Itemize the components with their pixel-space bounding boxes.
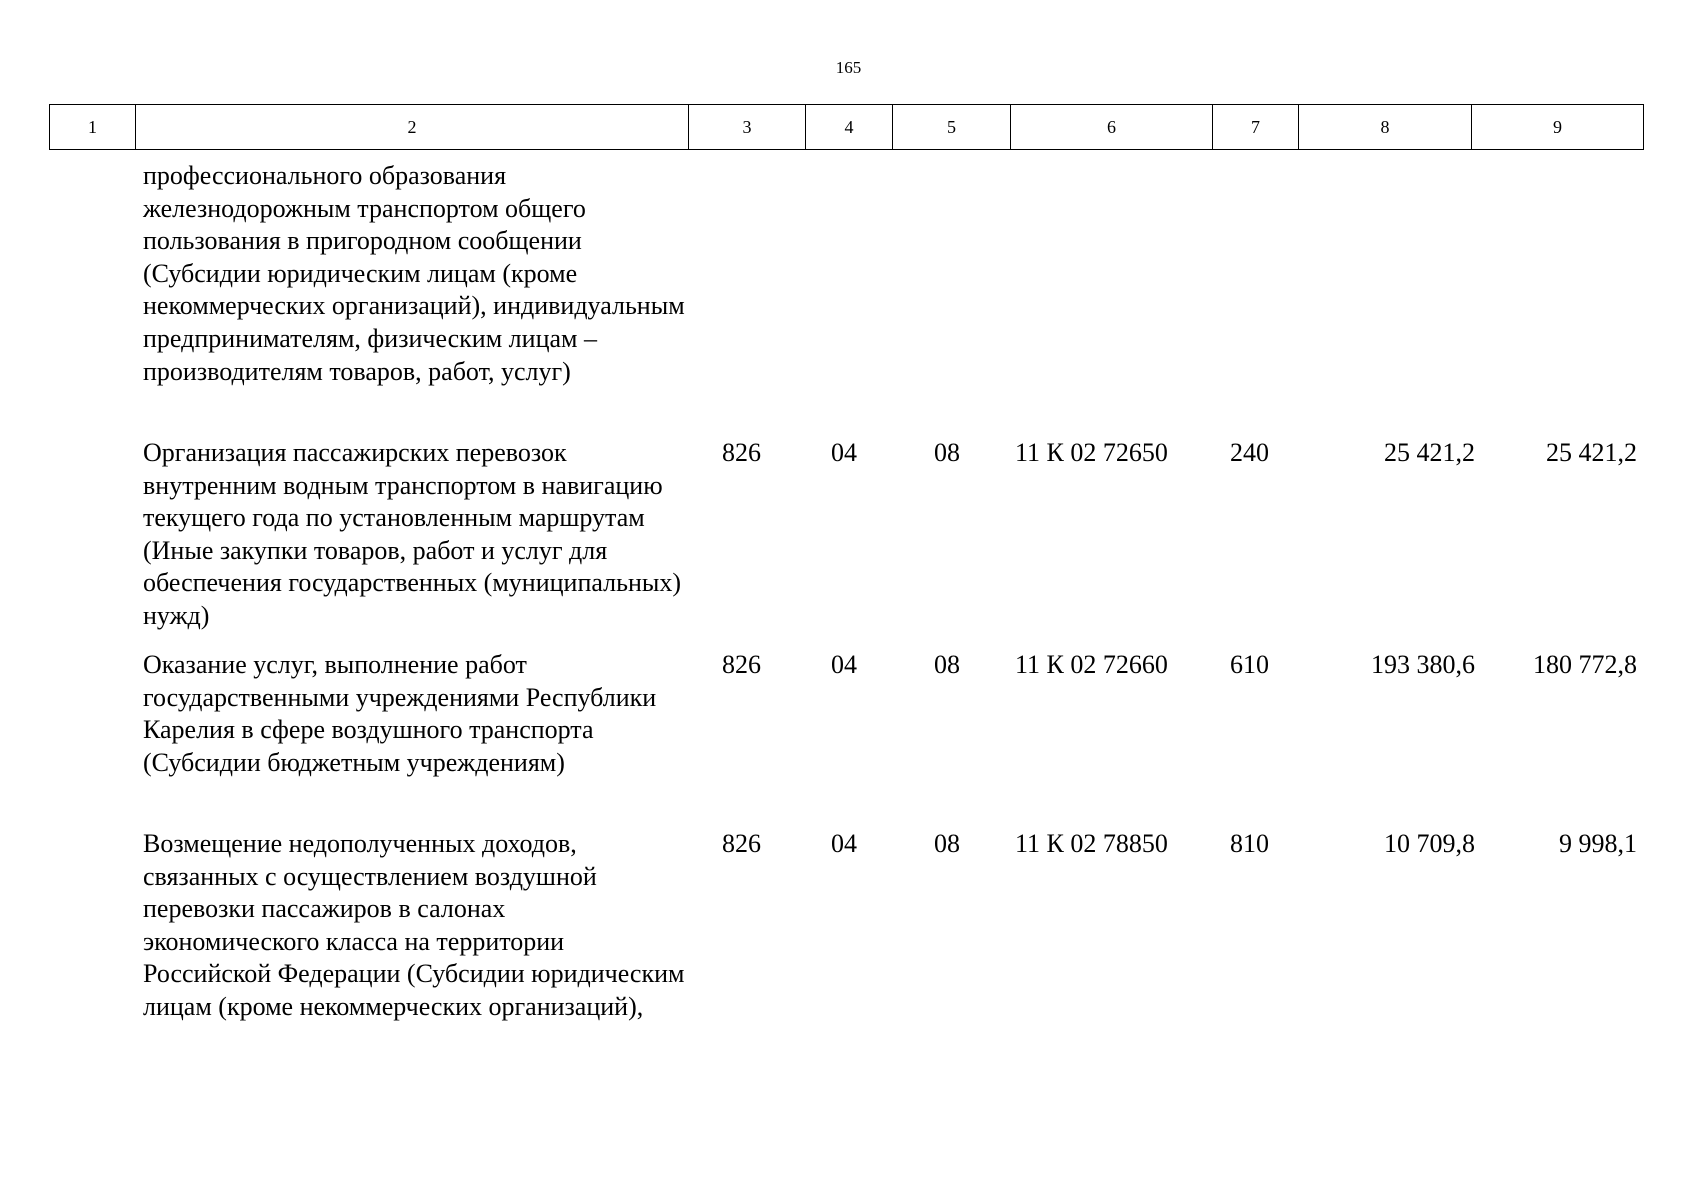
header-col-3: 3 <box>689 105 806 150</box>
row-col4: 04 <box>831 650 857 679</box>
row-col6: 11 К 02 72660 <box>1015 650 1168 679</box>
row-col6: 11 К 02 72650 <box>1015 438 1168 467</box>
row-col3: 826 <box>722 650 761 679</box>
header-col-2: 2 <box>136 105 689 150</box>
header-col-9: 9 <box>1472 105 1644 150</box>
row-description: Организация пассажирских перевозок внутренним водным транспортом в навигацию текущего года по установленным маршрутам (Иные закупки товаров, работ и услуг для обеспечения государственных (муниципальных) нужд) <box>143 438 682 630</box>
row-col8: 10 709,8 <box>1384 829 1475 858</box>
row-col6: 11 К 02 78850 <box>1015 829 1168 858</box>
header-col-7: 7 <box>1213 105 1299 150</box>
row-description: Оказание услуг, выполнение работ государственными учреждениями Республики Карелия в сфере воздушного транспорта (Субсидии бюджетным учреждениям) <box>143 650 657 777</box>
row-description: профессионального образования железнодорожным транспортом общего пользования в пригородном сообщении (Субсидии юридическим лицам (кроме некоммерческих организаций), индивидуальным предпринимателям, физическим лицам – производителям товаров, работ, услуг) <box>143 161 685 386</box>
row-col8: 193 380,6 <box>1371 650 1475 679</box>
header-col-4: 4 <box>806 105 893 150</box>
row-col5: 08 <box>934 650 960 679</box>
row-col7: 240 <box>1230 438 1269 467</box>
row-col8: 25 421,2 <box>1384 438 1475 467</box>
header-col-1: 1 <box>50 105 136 150</box>
row-col9: 25 421,2 <box>1546 438 1637 467</box>
row-col9: 9 998,1 <box>1559 829 1637 858</box>
header-col-6: 6 <box>1011 105 1213 150</box>
column-header-table <box>49 104 1644 150</box>
row-col5: 08 <box>934 829 960 858</box>
row-col3: 826 <box>722 438 761 467</box>
row-description: Возмещение недополученных доходов, связанных с осуществлением воздушной перевозки пассажиров в салонах экономического класса на территории Российской Федерации (Субсидии юридическим лицам (кроме некоммерческих организаций), <box>143 829 685 1021</box>
row-col7: 610 <box>1230 650 1269 679</box>
row-col7: 810 <box>1230 829 1269 858</box>
row-col5: 08 <box>934 438 960 467</box>
row-col4: 04 <box>831 438 857 467</box>
header-col-8: 8 <box>1299 105 1472 150</box>
header-col-5: 5 <box>893 105 1011 150</box>
page-number: 165 <box>835 58 862 77</box>
row-col3: 826 <box>722 829 761 858</box>
row-col4: 04 <box>831 829 857 858</box>
row-col9: 180 772,8 <box>1533 650 1637 679</box>
